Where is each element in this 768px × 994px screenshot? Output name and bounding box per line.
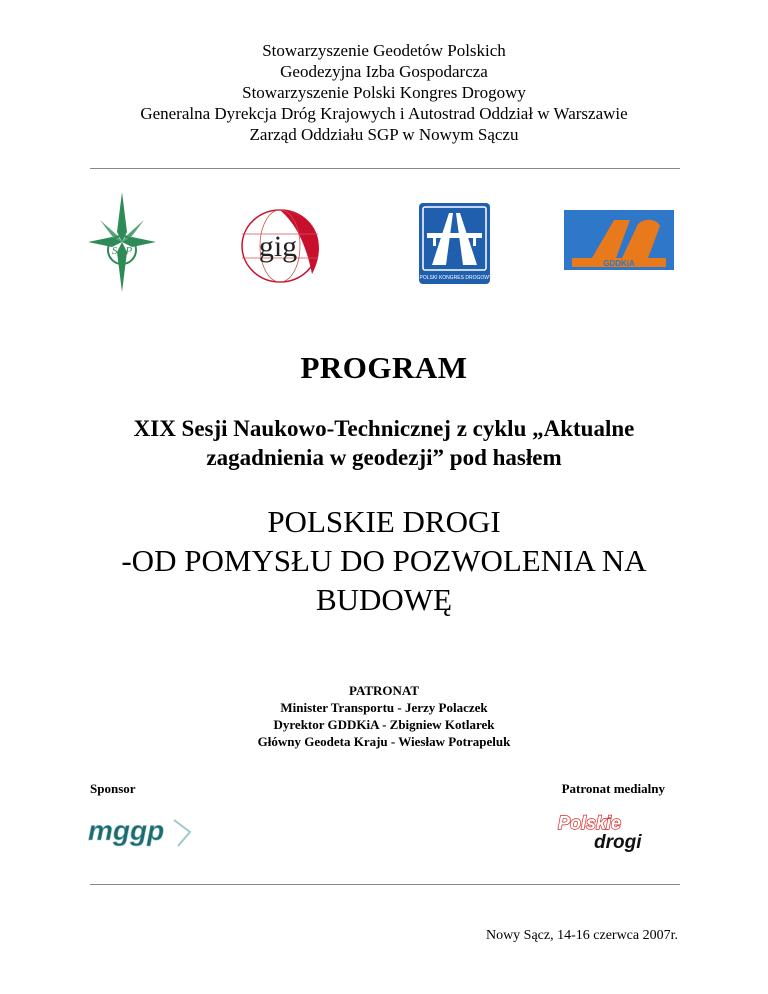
patronage-line: Dyrektor GDDKiA - Zbigniew Kotlarek [273, 717, 495, 732]
bottom-divider [90, 884, 680, 885]
gddkia-logo-text: GDDKiA [603, 259, 635, 268]
mggp-logo-text: mggp [88, 815, 165, 846]
patronage-line: Główny Geodeta Kraju - Wiesław Potrapeluk [257, 734, 511, 749]
sgp-logo-text: SGP [111, 245, 133, 257]
media-patronage-label: Patronat medialny [561, 781, 665, 796]
session-theme [0, 502, 768, 619]
sponsor-label: Sponsor [90, 781, 136, 796]
polskie-logo-text: Polskie [558, 813, 622, 833]
road-bridge-logo [564, 210, 674, 270]
patronage-block [0, 682, 768, 750]
organizers-block [0, 40, 768, 145]
organizer-line: Stowarzyszenie Polski Kongres Drogowy [242, 83, 526, 102]
mggp-logo [86, 812, 196, 850]
theme-line: POLSKIE DROGI [267, 504, 501, 539]
patronage-line: Minister Transportu - Jerzy Polaczek [280, 700, 488, 715]
polskie-drogi-logo [556, 812, 656, 852]
compass-star-logo [88, 192, 156, 292]
session-subtitle [0, 414, 768, 472]
organizer-line: Stowarzyszenie Geodetów Polskich [262, 41, 506, 60]
place-and-date: Nowy Sącz, 14-16 czerwca 2007r. [485, 928, 678, 943]
gig-logo-text: gig [258, 230, 298, 263]
theme-line: -OD POMYSŁU DO POZWOLENIA NA [121, 543, 647, 578]
subtitle-line: XIX Sesji Naukowo-Technicznej z cyklu „Aktualne [133, 416, 635, 441]
patronage-heading: PATRONAT [348, 683, 420, 698]
highway-sign-logo [419, 203, 490, 284]
subtitle-line: zagadnienia w geodezji” pod hasłem [206, 445, 562, 470]
drogi-logo-text: drogi [594, 832, 642, 852]
top-divider [90, 168, 680, 169]
page-title: PROGRAM [300, 350, 468, 385]
organizer-line: Geodezyjna Izba Gospodarcza [280, 62, 488, 81]
organizer-line: Generalna Dyrekcja Dróg Krajowych i Autostrad Oddział w Warszawie [140, 104, 628, 123]
organizer-line: Zarząd Oddziału SGP w Nowym Sączu [249, 125, 519, 144]
globe-logo [236, 204, 332, 284]
pkd-logo-text: I POLSKI KONGRES DROGOWY [419, 275, 490, 281]
theme-line: BUDOWĘ [315, 582, 453, 617]
